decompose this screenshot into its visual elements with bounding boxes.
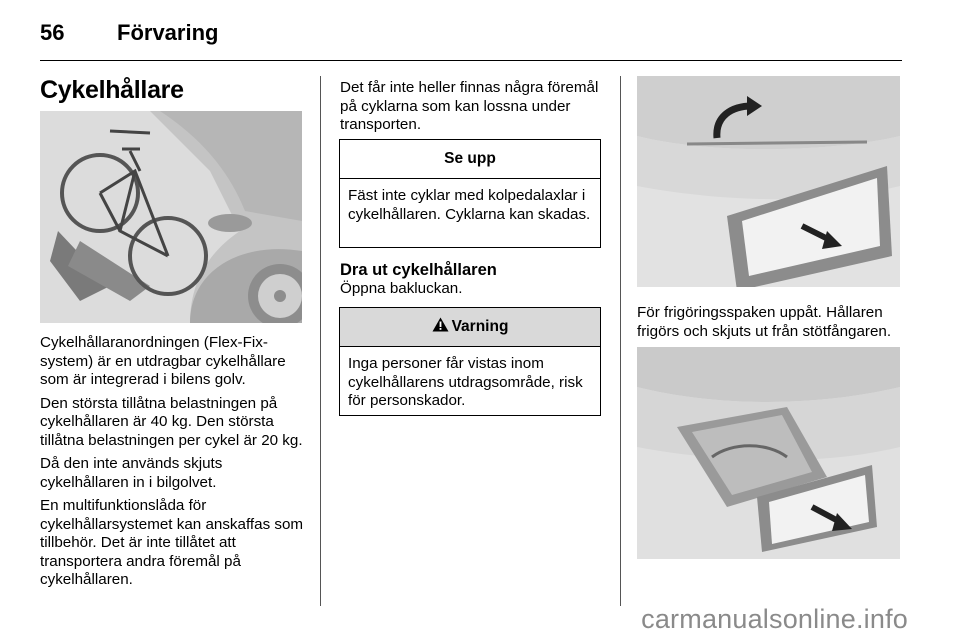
page-number: 56	[40, 20, 65, 45]
subheading: Dra ut cykelhållaren	[340, 261, 497, 279]
page-title: Cykelhållare	[40, 76, 184, 104]
caption-text: För frigöringsspaken uppåt. Hållaren frigörs och skjuts ut från stötfångaren.	[637, 304, 892, 340]
watermark: carmanualsonline.info	[641, 604, 908, 634]
paragraph-3: Då den inte används skjuts cykelhållaren in i bilgolvet.	[40, 455, 223, 491]
warning-text: Inga personer får vistas inom cykelhållarens utdragsområde, risk för personskador.	[348, 355, 583, 409]
caution-title: Se upp	[340, 140, 600, 179]
intro-paragraph: Det får inte heller finnas några föremål på cyklarna som kan lossna under transporten.	[340, 79, 599, 133]
paragraph-4: En multifunktionslåda för cykelhållarsystemet kan anskaffas som tillbehör. Det är inte tillåtet att transportera andra föremål på cykelhållaren.	[40, 497, 304, 588]
header-rule	[40, 60, 902, 61]
column-divider-2	[620, 76, 621, 606]
section-title: Förvaring	[117, 20, 219, 45]
caution-text: Fäst inte cyklar med kolpedalaxlar i cykelhållaren. Cyklarna kan skadas.	[348, 187, 591, 223]
carrier-extended-illustration	[637, 347, 900, 559]
paragraph-2: Den största tillåtna belastningen på cykelhållaren är 40 kg. Den största tillåtna belastningen per cykel är 20 kg.	[40, 394, 303, 449]
column-2-intro	[340, 79, 602, 140]
warning-triangle-icon	[432, 317, 449, 337]
caution-box	[339, 139, 601, 248]
column-divider-1	[320, 76, 321, 606]
paragraph-1: Cykelhållaranordningen (Flex-Fix-system) är en utdragbar cykelhållare som är integrerad i bilens golv.	[40, 334, 286, 388]
release-lever-illustration	[637, 76, 900, 287]
column-3-caption	[637, 304, 905, 346]
warning-header	[340, 308, 600, 347]
column-1-text	[40, 334, 306, 595]
step-1: Öppna bakluckan.	[340, 280, 463, 297]
warning-box	[339, 307, 601, 416]
warning-title: Varning	[451, 318, 509, 335]
bike-carrier-illustration	[40, 111, 302, 323]
